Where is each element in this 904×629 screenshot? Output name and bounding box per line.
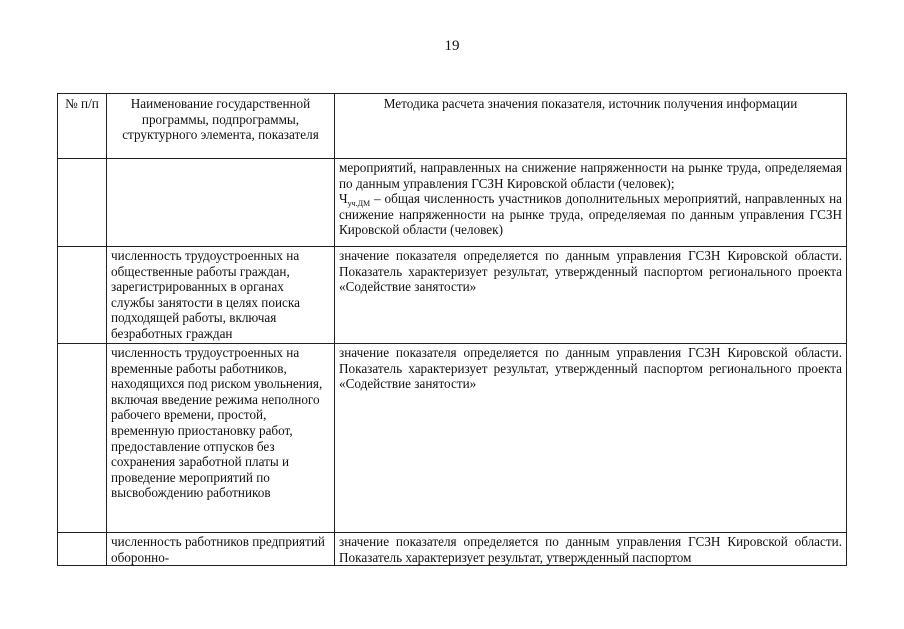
cell-method: значение показателя определяется по данным управления ГСЗН Кировской области. Показатель характеризует результат, утвержденный паспортом xyxy=(335,533,847,566)
cell-method: значение показателя определяется по данным управления ГСЗН Кировской области. Показатель характеризует результат, утвержденный паспортом регионального проекта «Содействие занятости» xyxy=(335,247,847,344)
cell-number xyxy=(58,344,107,533)
formula-symbol-subscript: уч.ДМ xyxy=(347,199,371,209)
table-row xyxy=(58,344,847,533)
header-name: Наименование государственной программы, подпрограммы, структурного элемента, показателя xyxy=(107,94,335,159)
continuation-text-2: – общая численность участников дополнительных мероприятий, направленных на снижение напряженности на рынке труда, определяемая по данным управления ГСЗН Кировской области (человек) xyxy=(339,191,842,238)
formula-symbol: Ч xyxy=(339,191,348,207)
cell-name xyxy=(107,159,335,247)
table-header-row xyxy=(58,94,847,159)
cell-name: численность работников предприятий оборонно- xyxy=(107,533,335,566)
cell-name: численность трудоустроенных на временные работы работников, находящихся под риском увольнения, включая введение режима неполного рабочего времени, простой, временную приостановку работ, предоставление отпусков без сохранения заработной платы и проведение мероприятий по высвобождению работников xyxy=(107,344,335,533)
cell-number xyxy=(58,159,107,247)
table-row xyxy=(58,247,847,344)
cell-name: численность трудоустроенных на общественные работы граждан, зарегистрированных в органах службы занятости в целях поиска подходящей работы, включая безработных граждан xyxy=(107,247,335,344)
cell-number xyxy=(58,533,107,566)
indicator-table xyxy=(57,93,847,566)
cell-method: значение показателя определяется по данным управления ГСЗН Кировской области. Показатель характеризует результат, утвержденный паспортом регионального проекта «Содействие занятости» xyxy=(335,344,847,533)
header-method: Методика расчета значения показателя, источник получения информации xyxy=(335,94,847,159)
cell-method-continuation xyxy=(335,159,847,247)
page-number: 19 xyxy=(444,38,460,54)
table-row xyxy=(58,533,847,566)
header-number: № п/п xyxy=(58,94,107,159)
continuation-text-1: мероприятий, направленных на снижение напряженности на рынке труда, определяемая по данным управления ГСЗН Кировской области (человек); xyxy=(339,160,842,191)
table-row-continuation xyxy=(58,159,847,247)
cell-number xyxy=(58,247,107,344)
